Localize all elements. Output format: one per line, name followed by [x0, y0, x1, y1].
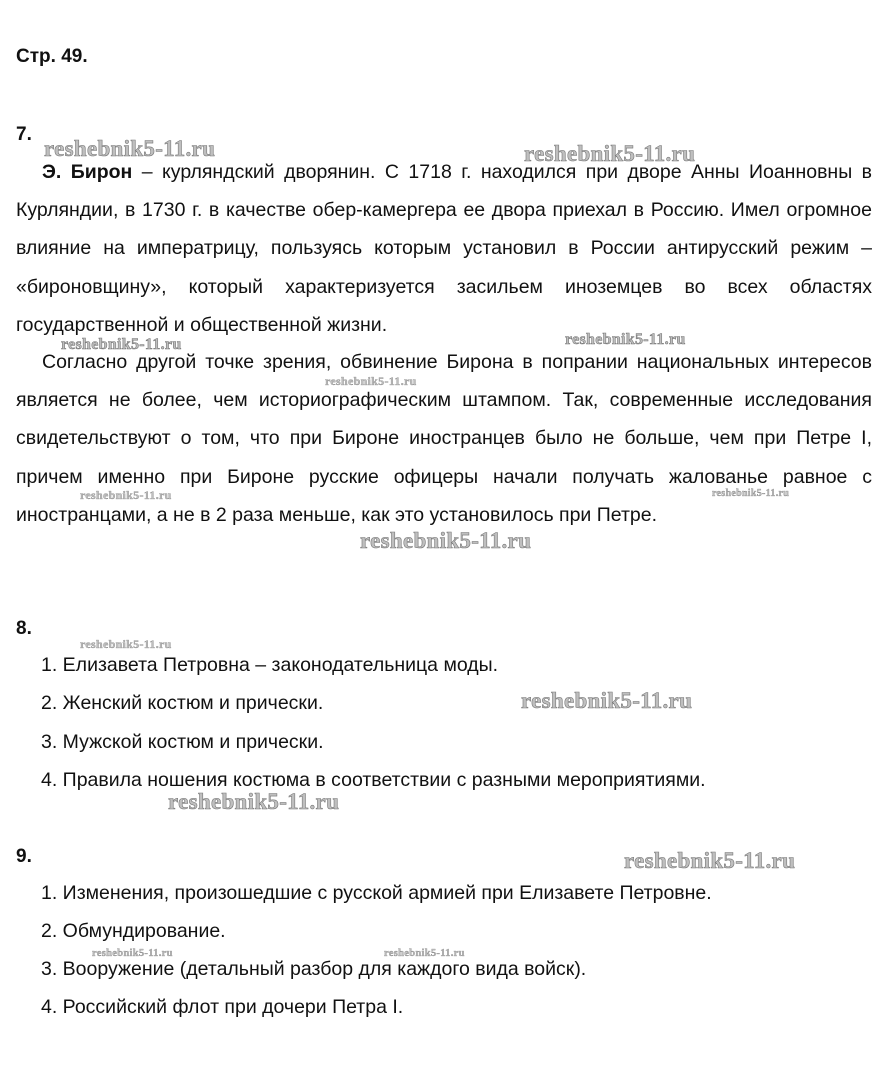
- list-item: 3. Вооружение (детальный разбор для каждого вида войск).: [41, 958, 587, 980]
- watermark-logo: reshebnik5-11.ru: [80, 637, 172, 651]
- list-item: 2. Обмундирование.: [41, 920, 226, 942]
- section-number-8: 8.: [16, 618, 32, 639]
- page-title: Стр. 49.: [16, 46, 88, 67]
- list-item: 4. Правила ношения костюма в соответствии с разными мероприятиями.: [41, 769, 706, 791]
- section-7-paragraph-2: [16, 343, 872, 534]
- watermark-logo: reshebnik5-11.ru: [80, 488, 172, 502]
- section-number-7: 7.: [16, 124, 32, 145]
- watermark-logo: reshebnik5-11.ru: [524, 141, 696, 166]
- watermark-logo: reshebnik5-11.ru: [360, 528, 532, 553]
- paragraph-text: – курляндский дворянин. С 1718 г. находился при дворе Анны Иоанновны в Курляндии, в 1730 г. в качестве обер-камергера ее двора приехал в Россию. Имел огромное влияние на императрицу, пользуясь которым установил в России антирусский режим – «бироновщину», который характеризуется засильем иноземцев во всех областях государственной и общественной жизни.: [16, 161, 872, 336]
- watermark-logo: reshebnik5-11.ru: [384, 948, 465, 959]
- lead-term: Э. Бирон: [42, 161, 133, 183]
- watermark-logo: reshebnik5-11.ru: [712, 488, 790, 499]
- watermark-logo: reshebnik5-11.ru: [168, 789, 340, 814]
- watermark-logo: reshebnik5-11.ru: [44, 136, 216, 161]
- watermark-logo: reshebnik5-11.ru: [92, 948, 173, 959]
- list-item: 2. Женский костюм и прически.: [41, 692, 324, 714]
- watermark-logo: reshebnik5-11.ru: [624, 848, 796, 873]
- watermark-logo: reshebnik5-11.ru: [565, 331, 686, 348]
- list-item: 1. Елизавета Петровна – законодательница моды.: [41, 654, 499, 676]
- watermark-logo: reshebnik5-11.ru: [521, 688, 693, 713]
- section-number-9: 9.: [16, 846, 32, 867]
- watermark-logo: reshebnik5-11.ru: [61, 336, 182, 353]
- list-item: 1. Изменения, произошедшие с русской армией при Елизавете Петровне.: [41, 882, 712, 904]
- paragraph-text: Согласно другой точке зрения, обвинение Бирона в попрании национальных интересов является не более, чем историографическим штампом. Так, современные исследования свидетельствуют о том, что при Бироне иностранцев было не больше, чем при Петре I, причем именно при Бироне русские офицеры начали получать жалованье равное с иностранцами, а не в 2 раза меньше, как это установилось при Петре.: [16, 351, 872, 526]
- list-item: 4. Российский флот при дочери Петра I.: [41, 996, 404, 1018]
- list-item: 3. Мужской костюм и прически.: [41, 731, 324, 753]
- section-7-paragraph-1: [16, 153, 872, 344]
- watermark-logo: reshebnik5-11.ru: [325, 374, 417, 388]
